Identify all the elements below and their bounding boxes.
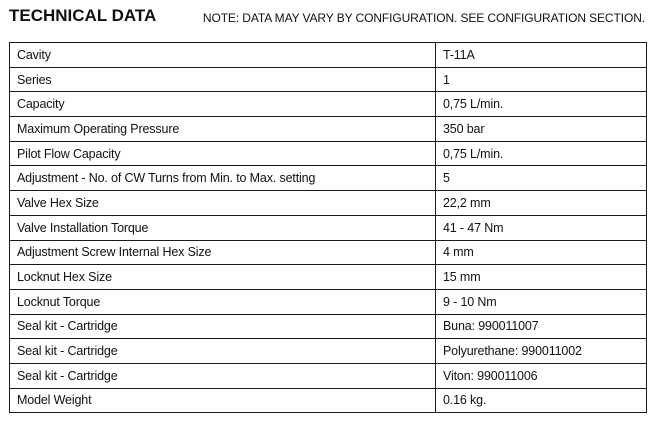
spec-value: 9 - 10 Nm	[436, 289, 647, 314]
table-row	[10, 67, 647, 92]
spec-label: Valve Installation Torque	[10, 215, 436, 240]
table-row	[10, 141, 647, 166]
spec-label: Pilot Flow Capacity	[10, 141, 436, 166]
spec-label: Seal kit - Cartridge	[10, 339, 436, 364]
spec-value: 350 bar	[436, 117, 647, 142]
spec-label: Seal kit - Cartridge	[10, 363, 436, 388]
spec-label: Capacity	[10, 92, 436, 117]
table-row	[10, 240, 647, 265]
spec-value: Buna: 990011007	[436, 314, 647, 339]
spec-label: Maximum Operating Pressure	[10, 117, 436, 142]
spec-value: T-11A	[436, 43, 647, 68]
table-row	[10, 191, 647, 216]
spec-value: 41 - 47 Nm	[436, 215, 647, 240]
page-title: TECHNICAL DATA	[9, 6, 157, 25]
configuration-note: NOTE: DATA MAY VARY BY CONFIGURATION. SEE CONFIGURATION SECTION.	[202, 11, 645, 25]
spec-value: 5	[436, 166, 647, 191]
page-header	[9, 3, 645, 29]
spec-label: Cavity	[10, 43, 436, 68]
spec-label: Seal kit - Cartridge	[10, 314, 436, 339]
table-row	[10, 166, 647, 191]
table-row	[10, 117, 647, 142]
table-row	[10, 265, 647, 290]
spec-value: Polyurethane: 990011002	[436, 339, 647, 364]
table-row	[10, 92, 647, 117]
spec-label: Valve Hex Size	[10, 191, 436, 216]
spec-value: 4 mm	[436, 240, 647, 265]
technical-data-table	[9, 42, 647, 413]
spec-label: Model Weight	[10, 388, 436, 413]
spec-value: 15 mm	[436, 265, 647, 290]
spec-label: Adjustment - No. of CW Turns from Min. to Max. setting	[10, 166, 436, 191]
spec-label: Locknut Hex Size	[10, 265, 436, 290]
spec-value: Viton: 990011006	[436, 363, 647, 388]
spec-value: 1	[436, 67, 647, 92]
spec-label: Series	[10, 67, 436, 92]
table-row	[10, 289, 647, 314]
table-row	[10, 388, 647, 413]
spec-value: 0,75 L/min.	[436, 141, 647, 166]
spec-label: Adjustment Screw Internal Hex Size	[10, 240, 436, 265]
spec-label: Locknut Torque	[10, 289, 436, 314]
spec-value: 0.16 kg.	[436, 388, 647, 413]
table-row	[10, 363, 647, 388]
table-row	[10, 43, 647, 68]
table-row	[10, 339, 647, 364]
table-row	[10, 215, 647, 240]
table-row	[10, 314, 647, 339]
spec-value: 22,2 mm	[436, 191, 647, 216]
spec-value: 0,75 L/min.	[436, 92, 647, 117]
